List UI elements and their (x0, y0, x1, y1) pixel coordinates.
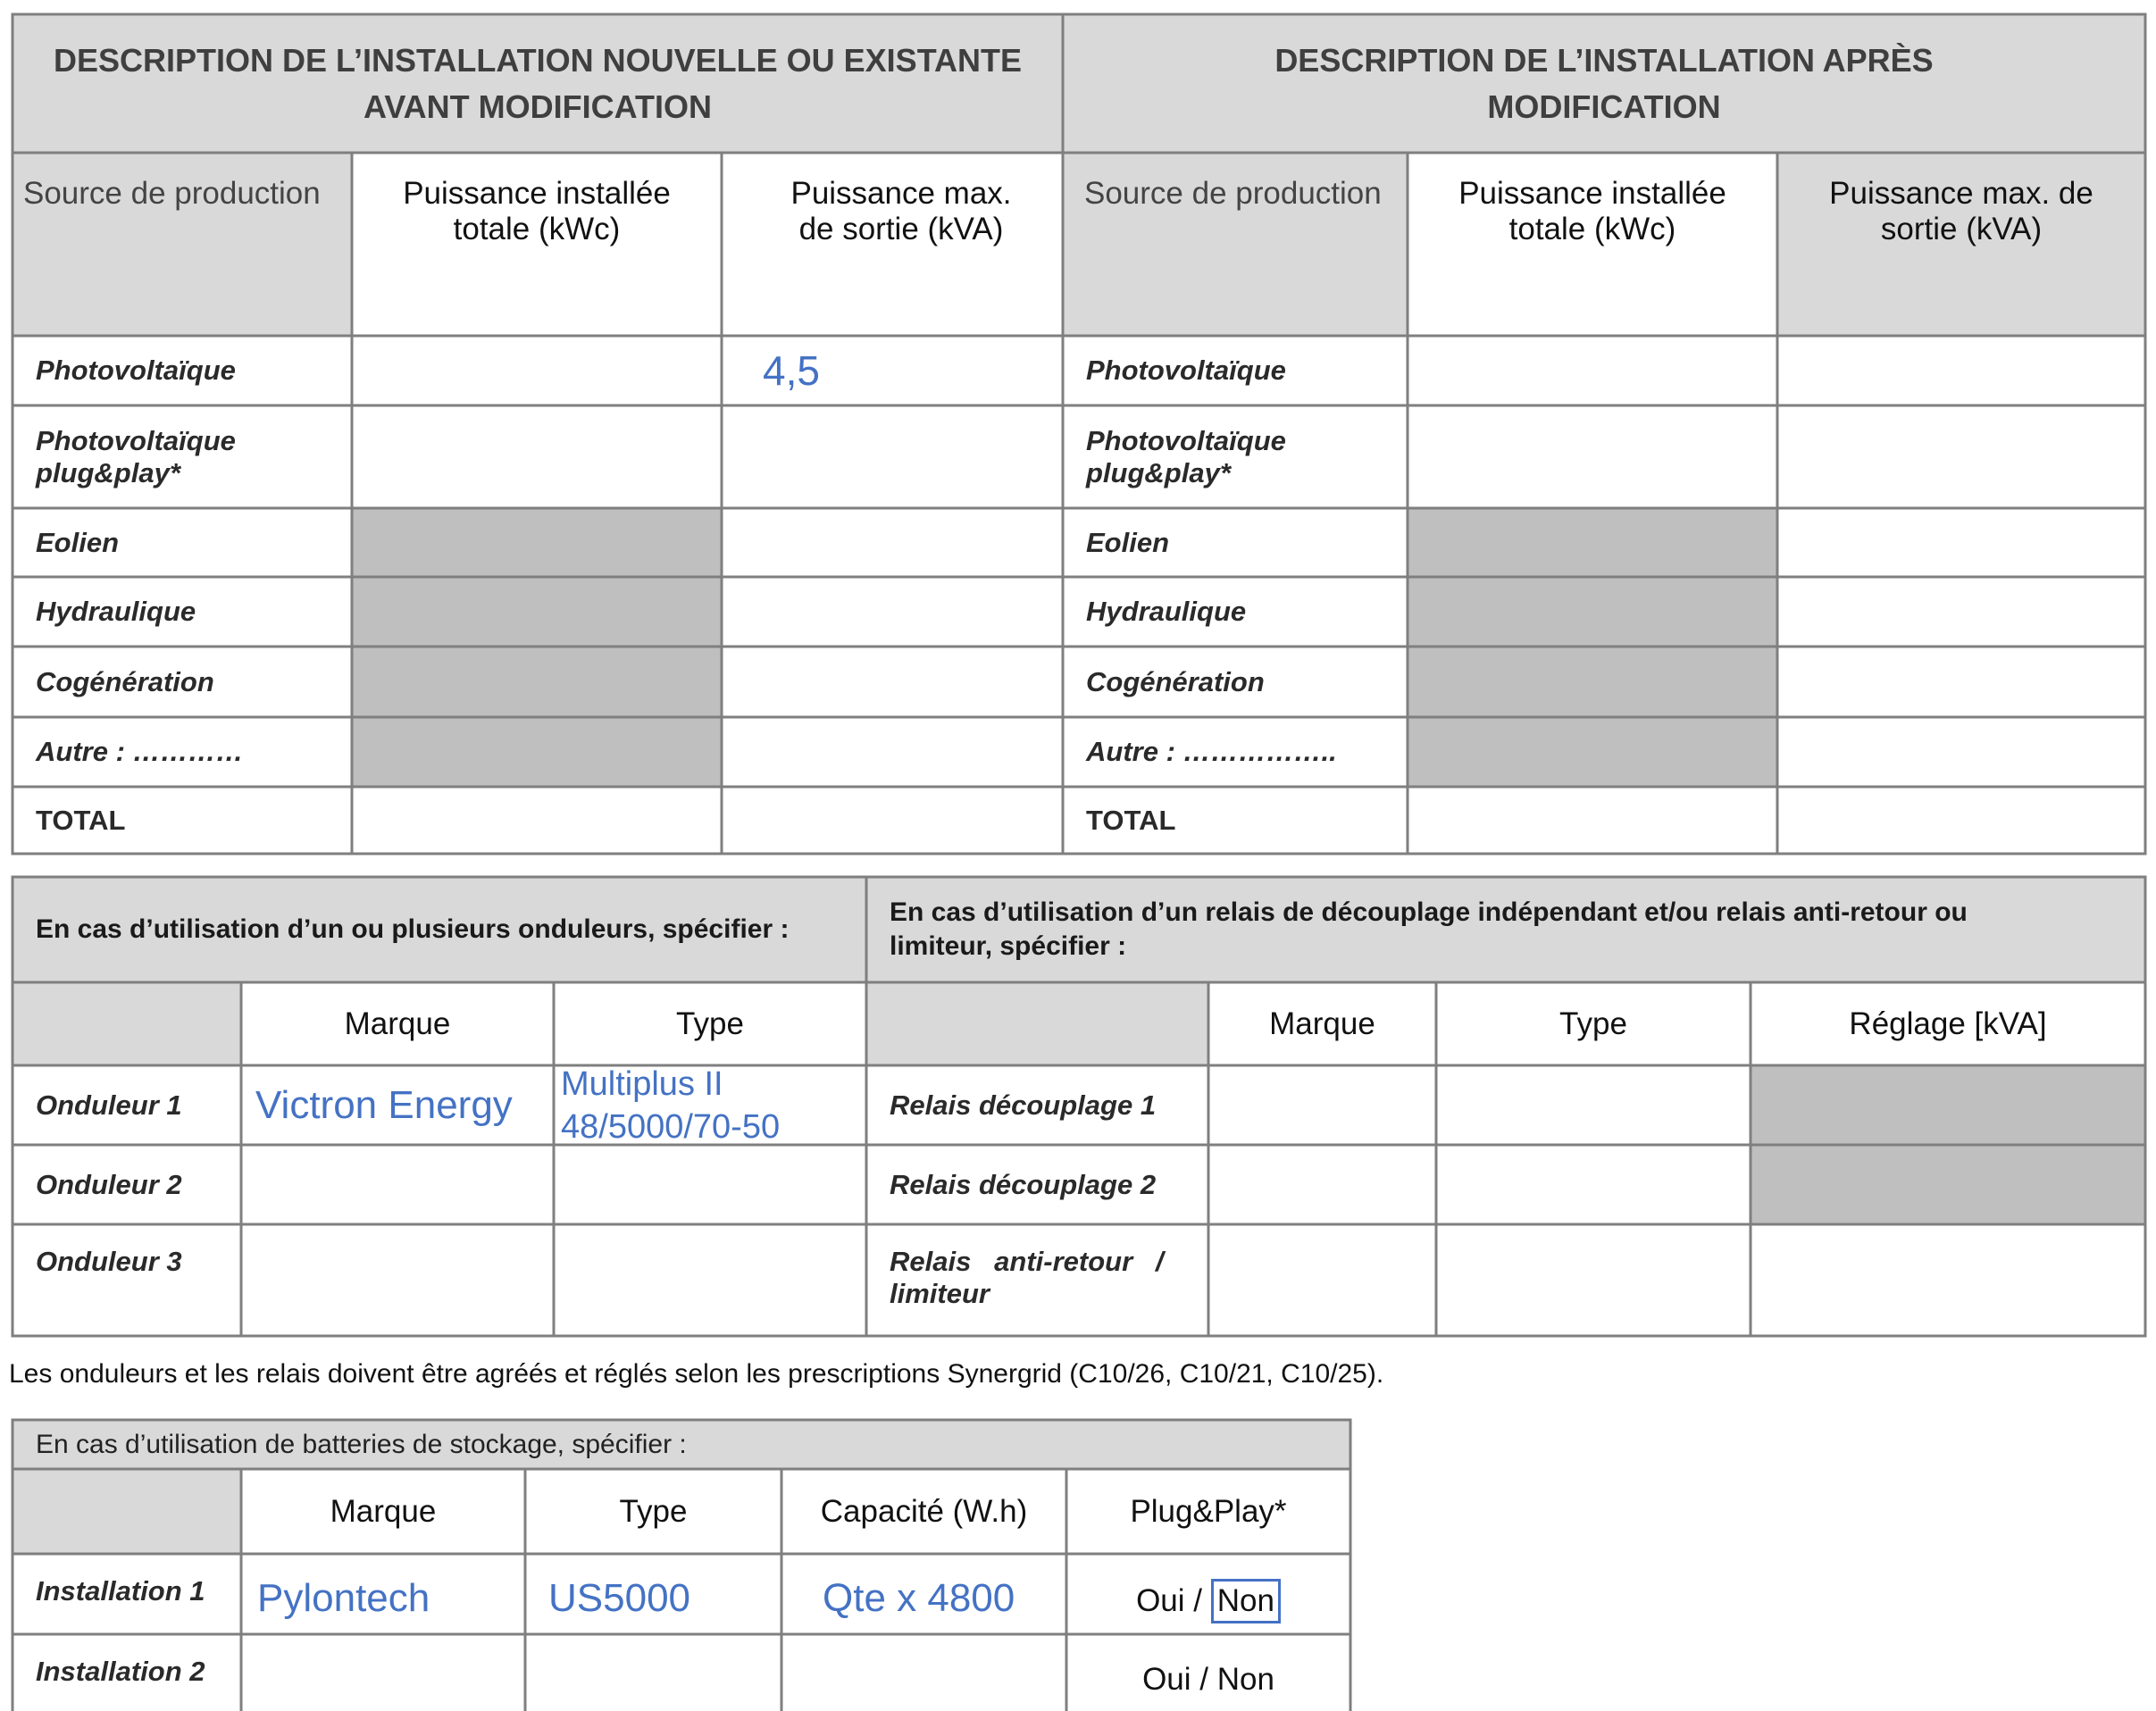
inverter-1-brand[interactable]: Victron Energy (255, 1082, 513, 1127)
battery-2-oui[interactable]: Oui / (1142, 1662, 1208, 1697)
row-label-eolien-after: Eolien (1086, 526, 1170, 558)
relay-col-setting: Réglage [kVA] (1849, 1006, 2047, 1041)
header-max-after: Puissance max. de sortie (kVA) (1829, 176, 2093, 246)
before-modification-title: DESCRIPTION DE L’INSTALLATION NOUVELLE OU EXISTANTE AVANT MODIFICATION (53, 41, 1023, 125)
battery-1-non-selected[interactable]: Non (1211, 1579, 1281, 1623)
row-label-cogeneration: Cogénération (36, 665, 214, 697)
row-label-total: TOTAL (36, 804, 126, 836)
header-source-after: Source de production (1084, 176, 1382, 211)
relay-2-label: Relais découplage 2 (890, 1168, 1157, 1200)
row-label-pv-plugplay-after: Photovoltaïque plug&play* (1086, 424, 1286, 488)
header-installed-before: Puissance installée totale (kWc) (403, 176, 671, 246)
row-label-hydraulique: Hydraulique (36, 596, 196, 627)
row-label-photovoltaique: Photovoltaïque (36, 355, 236, 386)
relay-col-type: Type (1559, 1006, 1627, 1041)
battery-2-non[interactable]: Non (1216, 1662, 1274, 1697)
battery-1-plugplay[interactable] (1066, 1554, 1350, 1634)
battery-1-oui[interactable]: Oui / (1136, 1583, 1202, 1618)
synergrid-note: Les onduleurs et les relais doivent être agréés et réglés selon les prescriptions Synergrid (C10/26, C10/21, C10/25). (9, 1359, 1384, 1389)
battery-1-label: Installation 1 (36, 1575, 205, 1607)
row-label-cogeneration-after: Cogénération (1086, 665, 1265, 697)
header-installed-after: Puissance installée totale (kWc) (1458, 176, 1726, 246)
relay-col-brand: Marque (1269, 1006, 1375, 1041)
battery-2-plugplay[interactable] (1066, 1634, 1350, 1711)
inverter-col-brand: Marque (344, 1006, 451, 1041)
after-modification-title: DESCRIPTION DE L’INSTALLATION APRÈS MODIFICATION (1274, 41, 1934, 125)
row-label-photovoltaique-after: Photovoltaïque (1086, 355, 1286, 386)
inverter-3-label: Onduleur 3 (36, 1246, 182, 1277)
row-label-total-after: TOTAL (1086, 804, 1176, 836)
header-max-before: Puissance max. de sortie (kVA) (790, 176, 1012, 246)
inverter-1-type[interactable] (554, 1061, 866, 1149)
row-label-eolien: Eolien (36, 526, 120, 558)
batteries-title: En cas d’utilisation de batteries de stockage, spécifier : (36, 1429, 687, 1459)
battery-col-brand: Marque (330, 1493, 437, 1529)
relay-anti-return-label: Relais anti-retour / limiteur (890, 1246, 1187, 1309)
inverter-1-type-line1: Multiplus II (561, 1064, 723, 1103)
inverters-title: En cas d’utilisation d’un ou plusieurs onduleurs, spécifier : (36, 914, 790, 944)
battery-2-label: Installation 2 (36, 1656, 205, 1687)
inverter-2-label: Onduleur 2 (36, 1168, 182, 1200)
header-source-before: Source de production (23, 176, 321, 211)
pv-installed-after[interactable] (1408, 336, 1777, 405)
relays-title: En cas d’utilisation d’un relais de découplage indépendant et/ou relais anti-retour ou limiteur, spécifier : (890, 897, 1968, 961)
battery-1-capacity[interactable]: Qte x 4800 (823, 1576, 1015, 1620)
inverter-col-type: Type (676, 1006, 744, 1041)
inverter-1-label: Onduleur 1 (36, 1089, 182, 1121)
battery-col-type: Type (619, 1493, 688, 1529)
battery-1-brand[interactable]: Pylontech (257, 1576, 430, 1620)
battery-col-plugplay: Plug&Play* (1130, 1493, 1287, 1529)
relay-1-label: Relais découplage 1 (890, 1089, 1157, 1121)
pv-max-output-before[interactable]: 4,5 (763, 347, 820, 394)
row-label-autre-after: Autre : …………….. (1086, 736, 1337, 767)
row-label-pv-plugplay: Photovoltaïque plug&play* (36, 424, 236, 488)
inverter-1-type-line2: 48/5000/70-50 (561, 1107, 781, 1146)
pv-installed-before[interactable] (352, 336, 722, 405)
row-label-autre: Autre : ………… (36, 736, 244, 767)
battery-col-capacity: Capacité (W.h) (820, 1493, 1028, 1529)
pv-max-output-after[interactable] (1777, 336, 2145, 405)
row-label-hydraulique-after: Hydraulique (1086, 596, 1247, 627)
battery-1-type[interactable]: US5000 (548, 1576, 691, 1620)
